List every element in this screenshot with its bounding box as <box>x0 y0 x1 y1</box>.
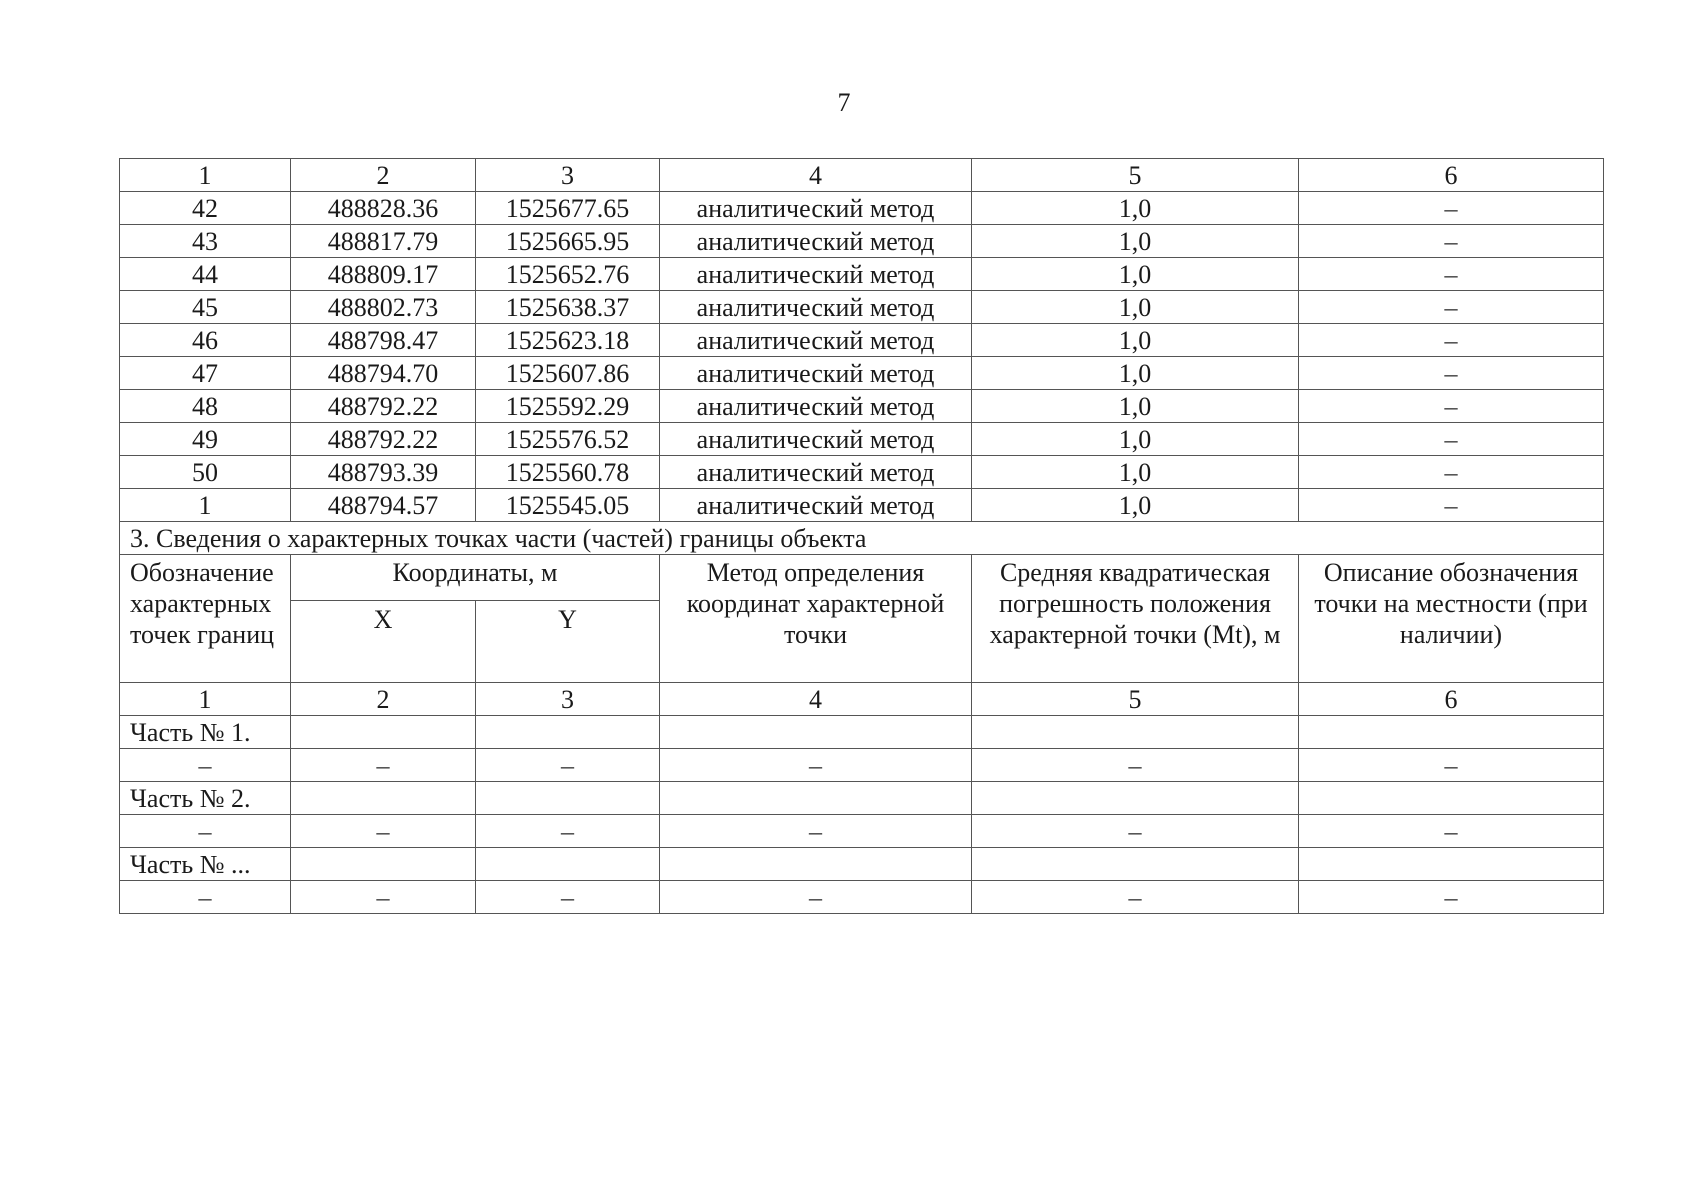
column-number-row <box>120 159 1604 192</box>
coordinate-x: 488794.70 <box>291 357 476 390</box>
section-3-title: 3. Сведения о характерных точках части (частей) границы объекта <box>120 522 1604 555</box>
coordinate-x: 488802.73 <box>291 291 476 324</box>
coordinate-y: 1525665.95 <box>476 225 660 258</box>
method-cell: аналитический метод <box>660 423 972 456</box>
coordinate-y: 1525576.52 <box>476 423 660 456</box>
dash-cell: – <box>972 881 1299 914</box>
part-label: Часть № 1. <box>120 716 291 749</box>
empty-cell <box>972 716 1299 749</box>
description-cell: – <box>1299 291 1604 324</box>
coordinate-y: 1525545.05 <box>476 489 660 522</box>
coordinate-x: 488798.47 <box>291 324 476 357</box>
dash-cell: – <box>972 749 1299 782</box>
part-dash-row <box>120 815 1604 848</box>
mt-cell: 1,0 <box>972 324 1299 357</box>
empty-cell <box>1299 782 1604 815</box>
empty-cell <box>476 848 660 881</box>
mt-cell: 1,0 <box>972 192 1299 225</box>
dash-cell: – <box>660 881 972 914</box>
description-cell: – <box>1299 324 1604 357</box>
method-cell: аналитический метод <box>660 225 972 258</box>
description-cell: – <box>1299 423 1604 456</box>
method-cell: аналитический метод <box>660 390 972 423</box>
table-row <box>120 258 1604 291</box>
point-number: 47 <box>120 357 291 390</box>
header-y: Y <box>476 601 660 683</box>
part-label-row <box>120 782 1604 815</box>
column-number: 4 <box>660 159 972 192</box>
table-row <box>120 489 1604 522</box>
part-label-row <box>120 716 1604 749</box>
coordinate-x: 488792.22 <box>291 390 476 423</box>
coordinate-y: 1525607.86 <box>476 357 660 390</box>
dash-cell: – <box>476 749 660 782</box>
empty-cell <box>291 848 476 881</box>
part-label: Часть № ... <box>120 848 291 881</box>
part-label: Часть № 2. <box>120 782 291 815</box>
header-designation: Обозначение характерных точек границ <box>120 555 291 683</box>
mt-cell: 1,0 <box>972 390 1299 423</box>
description-cell: – <box>1299 456 1604 489</box>
description-cell: – <box>1299 357 1604 390</box>
dash-cell: – <box>476 815 660 848</box>
point-number: 44 <box>120 258 291 291</box>
description-cell: – <box>1299 489 1604 522</box>
header-description: Описание обозначения точки на местности (при наличии) <box>1299 555 1604 683</box>
method-cell: аналитический метод <box>660 324 972 357</box>
table-row <box>120 456 1604 489</box>
coordinates-table <box>119 158 1604 914</box>
table-row <box>120 324 1604 357</box>
method-cell: аналитический метод <box>660 489 972 522</box>
dash-cell: – <box>120 749 291 782</box>
column-number: 5 <box>972 683 1299 716</box>
empty-cell <box>476 716 660 749</box>
point-number: 1 <box>120 489 291 522</box>
column-number: 5 <box>972 159 1299 192</box>
method-cell: аналитический метод <box>660 258 972 291</box>
dash-cell: – <box>120 881 291 914</box>
dash-cell: – <box>476 881 660 914</box>
mt-cell: 1,0 <box>972 357 1299 390</box>
table-row <box>120 423 1604 456</box>
point-number: 50 <box>120 456 291 489</box>
part-label-row <box>120 848 1604 881</box>
description-cell: – <box>1299 258 1604 291</box>
point-number: 49 <box>120 423 291 456</box>
empty-cell <box>972 782 1299 815</box>
header-mt: Средняя квадратическая погрешность положения характерной точки (Mt), м <box>972 555 1299 683</box>
point-number: 43 <box>120 225 291 258</box>
description-cell: – <box>1299 192 1604 225</box>
mt-cell: 1,0 <box>972 258 1299 291</box>
column-number: 1 <box>120 159 291 192</box>
empty-cell <box>1299 716 1604 749</box>
mt-cell: 1,0 <box>972 291 1299 324</box>
description-cell: – <box>1299 225 1604 258</box>
dash-cell: – <box>291 881 476 914</box>
mt-cell: 1,0 <box>972 456 1299 489</box>
method-cell: аналитический метод <box>660 357 972 390</box>
dash-cell: – <box>291 815 476 848</box>
method-cell: аналитический метод <box>660 456 972 489</box>
dash-cell: – <box>120 815 291 848</box>
part-dash-row <box>120 881 1604 914</box>
dash-cell: – <box>1299 881 1604 914</box>
empty-cell <box>660 848 972 881</box>
coordinate-y: 1525623.18 <box>476 324 660 357</box>
empty-cell <box>660 782 972 815</box>
column-number: 2 <box>291 159 476 192</box>
point-number: 42 <box>120 192 291 225</box>
coordinate-x: 488794.57 <box>291 489 476 522</box>
column-number: 6 <box>1299 683 1604 716</box>
point-number: 48 <box>120 390 291 423</box>
coordinate-x: 488793.39 <box>291 456 476 489</box>
table-row <box>120 357 1604 390</box>
part-dash-row <box>120 749 1604 782</box>
section-3-header-row <box>120 555 1604 601</box>
mt-cell: 1,0 <box>972 225 1299 258</box>
dash-cell: – <box>660 815 972 848</box>
section-3-title-row <box>120 522 1604 555</box>
point-number: 45 <box>120 291 291 324</box>
point-number: 46 <box>120 324 291 357</box>
dash-cell: – <box>291 749 476 782</box>
empty-cell <box>972 848 1299 881</box>
dash-cell: – <box>1299 815 1604 848</box>
method-cell: аналитический метод <box>660 291 972 324</box>
header-coordinates: Координаты, м <box>291 555 660 601</box>
coordinate-y: 1525592.29 <box>476 390 660 423</box>
coordinate-x: 488792.22 <box>291 423 476 456</box>
coordinate-y: 1525677.65 <box>476 192 660 225</box>
description-cell: – <box>1299 390 1604 423</box>
column-number: 3 <box>476 683 660 716</box>
table-row <box>120 390 1604 423</box>
method-cell: аналитический метод <box>660 192 972 225</box>
coordinate-y: 1525652.76 <box>476 258 660 291</box>
coordinate-y: 1525560.78 <box>476 456 660 489</box>
dash-cell: – <box>972 815 1299 848</box>
column-number: 3 <box>476 159 660 192</box>
table-row <box>120 192 1604 225</box>
section-3-column-number-row <box>120 683 1604 716</box>
empty-cell <box>660 716 972 749</box>
coordinate-x: 488809.17 <box>291 258 476 291</box>
coordinate-y: 1525638.37 <box>476 291 660 324</box>
column-number: 1 <box>120 683 291 716</box>
column-number: 6 <box>1299 159 1604 192</box>
mt-cell: 1,0 <box>972 489 1299 522</box>
empty-cell <box>1299 848 1604 881</box>
column-number: 4 <box>660 683 972 716</box>
header-method: Метод определения координат характерной точки <box>660 555 972 683</box>
empty-cell <box>291 782 476 815</box>
dash-cell: – <box>660 749 972 782</box>
empty-cell <box>476 782 660 815</box>
dash-cell: – <box>1299 749 1604 782</box>
column-number: 2 <box>291 683 476 716</box>
coordinate-x: 488817.79 <box>291 225 476 258</box>
page-number: 7 <box>837 88 851 117</box>
mt-cell: 1,0 <box>972 423 1299 456</box>
table-row <box>120 291 1604 324</box>
coordinate-x: 488828.36 <box>291 192 476 225</box>
empty-cell <box>291 716 476 749</box>
header-x: X <box>291 601 476 683</box>
table-row <box>120 225 1604 258</box>
